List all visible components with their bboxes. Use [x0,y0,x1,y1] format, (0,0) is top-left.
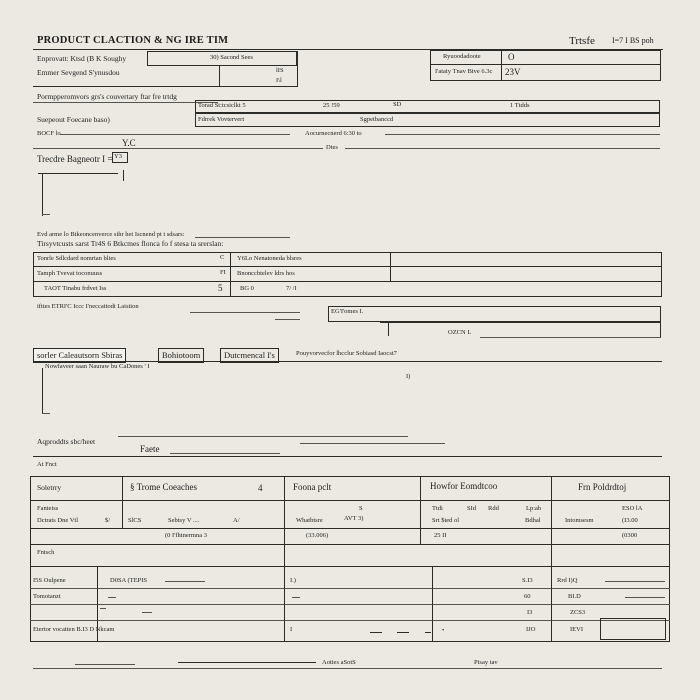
rule [60,134,290,135]
rule [385,134,660,135]
supplier-field[interactable] [195,113,660,127]
sign-label: Faete [140,444,160,454]
form-title: PRODUCT CLACTION & NG IRE TIM [37,35,229,46]
supplier-cell-a: Fdrrek Vovtervert [198,116,245,123]
cell: SlCS [128,517,142,524]
line-extra: BI.D [568,593,581,600]
approval-label: Aqproddts sbc/heet [37,437,96,446]
tick [42,214,50,215]
table-rule [30,588,670,589]
footer-rule [33,668,662,669]
details-row-mid: Y6Lo Nenatoneda blsres [237,255,302,262]
tick [388,322,389,336]
grid-divider [230,252,231,297]
col-header: § Trome Coeaches [130,482,197,492]
col-divider [432,566,433,642]
col-header: Frn Poldrdtoj [578,482,627,492]
rule [118,436,408,437]
rule [33,456,662,457]
emitter-label: Emmer Sevgend S'ynusdou [37,68,120,77]
cell: AVT 3) [344,515,364,522]
cell: Dctrats Dne Vtl [37,517,79,524]
line-code: D0SA (TEPIS [110,577,148,584]
cell: (I3.00 [622,517,638,524]
cell: Bdhal [525,517,541,524]
quantity-label: I'ataty Tnav Btve 6.3c [435,68,493,75]
grid-rule [33,281,662,282]
eg-label: EG'I'omes I. [331,308,364,315]
line-mark: • [442,627,445,634]
cell: Lp:ab [526,505,542,512]
line-amount: 60 [524,593,531,600]
shipment-row-1[interactable] [195,100,660,113]
shipment-cell-d: 1 Ttdds [510,102,530,109]
reference-date-value: O [508,52,515,62]
grid-divider [390,252,391,282]
grid-rule [33,266,662,267]
tick [397,632,409,633]
code-label: BOCF lo [37,130,61,137]
bracket [42,368,43,414]
line-label: Tomotanzt [33,593,61,600]
footer-right: Pisay tav [474,659,498,666]
tick [142,612,152,613]
table-rule [30,604,670,605]
rule [75,664,135,665]
divider [219,66,220,86]
divider [501,64,502,81]
tab-rule [33,361,662,362]
reference-date-label: Ryuoodadoote [443,53,481,60]
tick [100,608,106,609]
tab-documental[interactable]: Dutcmencal I's [220,348,279,363]
col-header: Soletrry [37,483,62,492]
details-row-icon: FI [220,269,226,276]
details-grid [33,252,662,297]
col-divider [551,476,552,642]
details-row-left: TAOT Tinabu frdvet Iss [44,285,107,292]
table-rule [30,620,670,621]
tick [370,632,382,633]
table-rule [30,544,670,545]
trace-label: Trecdre Bagneotr I = [37,154,113,164]
cell: Sebtsy V .... [168,517,200,524]
rule [625,597,665,598]
tick [42,413,50,414]
line-label: I5S Oulpene [33,577,66,584]
divider [297,51,298,86]
details-row-left: Tonrle Sdlcdard nomrtan blies [37,255,116,262]
emitter-value-2: I\l [276,77,282,84]
rule [300,443,445,444]
details-row-extra: 7/ /I [286,285,297,292]
shipment-cell-a: Torad St:tcsiclkt 5 [198,102,246,109]
tick [108,597,116,598]
cell: SId [467,505,477,512]
code-note: Aocurnecnerd 6:30 to [305,130,362,137]
line-amount: I3 [527,609,533,616]
tick [292,597,300,598]
at-label: At Fnct [37,461,57,468]
cell: 25 II [434,532,447,539]
cell: Intomsesm [565,517,594,524]
rule [165,581,205,582]
supplier-label: Suepeout Foecane baso) [37,115,110,124]
tab-bohiotoom[interactable]: Bohiotoom [158,348,204,363]
employee-label: Enprovatt: Ktsd (B K Soughy [37,54,127,63]
section-label: Fntsch [37,549,55,556]
notes-label: ifttes ETRI'C Iccc I'neccattodt Laistion [37,303,139,310]
date-label: Dtes [326,144,338,151]
col-divider [420,476,421,544]
shipment-heading: Pormpperomvors grs's couvertary ftar fre trtdg [37,92,177,101]
cell: Ttdi [432,505,443,512]
details-row-icon: 5 [218,283,223,293]
cell: A/ [233,517,240,524]
line-extra: ZCS3 [570,609,586,616]
rule [33,148,323,149]
cell: Srt $ted ol [432,517,460,524]
employee-secondary: 30) Sacond Sees [210,54,253,61]
rule [380,322,661,323]
emitter-value: lIS [276,67,284,74]
rule [480,337,661,338]
details-row-icon: C [220,254,225,261]
line-col3: I [290,626,293,633]
col-divider [122,476,123,528]
tick [660,322,661,337]
details-row-mid: BG 0 [240,285,254,292]
line-amount: S.I3 [522,577,533,584]
tab-calculation[interactable]: sorler Caleautsorn Sbiras [33,348,126,363]
cell: Whatbtsre [296,517,323,524]
shipment-cell-c: SD [393,101,402,108]
rule [178,662,316,663]
cell: S [359,505,363,512]
col-divider [284,476,285,642]
rule [195,237,290,238]
cell: $/ [105,517,111,524]
eg-field[interactable] [328,306,661,322]
tick [123,170,124,181]
line-label: Etertor vocatten B.I3 D Nkcam [33,626,115,633]
reference-value: I=7 I BS poh [612,36,654,45]
supplier-cell-b: Sgpetbanccd [360,116,394,123]
bracket [42,173,43,216]
total-box[interactable] [600,618,666,640]
rule [38,173,118,174]
col-header: Foona pclt [293,482,332,492]
rule [190,312,300,313]
shipment-cell-b: 25 !59 [323,102,340,109]
details-row-left: Tamph Tvevat toconuuss [37,270,103,277]
tick [425,632,431,633]
tab-mark: I) [406,373,411,380]
cell: (0300 [622,532,638,539]
footer-center: Aoties aSotS [322,659,356,666]
tab-sub-label: Nowfaveer saan Nauraw bu CaDones ' I [45,363,150,370]
ozcn-value: OZCN L [448,329,472,336]
rule [33,102,218,103]
line-amount: IJO [526,626,536,633]
details-heading-1: Evd arme lo Btkeoncenverce sihr het Iscnend pt t sdsars: [37,231,185,238]
rule [33,86,298,87]
divider [501,50,502,65]
rule [170,453,280,454]
col-header: Howfor Eomdtcoo [430,481,498,491]
cell: Rdd [488,505,499,512]
table-rule [30,528,670,529]
cell: (33.006) [306,532,329,539]
line-col3: I.) [290,577,296,584]
cell: (0 I'fhtnermna 3 [165,532,207,539]
table-rule [30,500,670,501]
rule [275,319,300,320]
tabs-note: Pouyvorvecfor lhcclur Sobiasd Iaocst7 [296,350,397,357]
line-extra: Rrd I)Q [557,577,578,584]
line-extra: IEVI [570,626,583,633]
trace-value: Y3 [114,153,122,160]
details-row-mid: Bnonccbtelev ldrs hos [237,270,295,277]
quantity-value: 23V [505,67,521,77]
rule [345,148,660,149]
col-header: 4 [258,483,263,493]
reference-label: Trtsfe [569,35,595,47]
details-heading-2: Tirsyvtcusts sarst Tr4S 6 Btkcmes flonca fo f stesa ta srerslan: [37,239,224,248]
yc-value: Y.C [122,138,136,148]
rule [605,581,665,582]
cell: ESO lA [622,505,643,512]
cell: Fanteiss [37,505,59,512]
table-rule [30,566,670,567]
